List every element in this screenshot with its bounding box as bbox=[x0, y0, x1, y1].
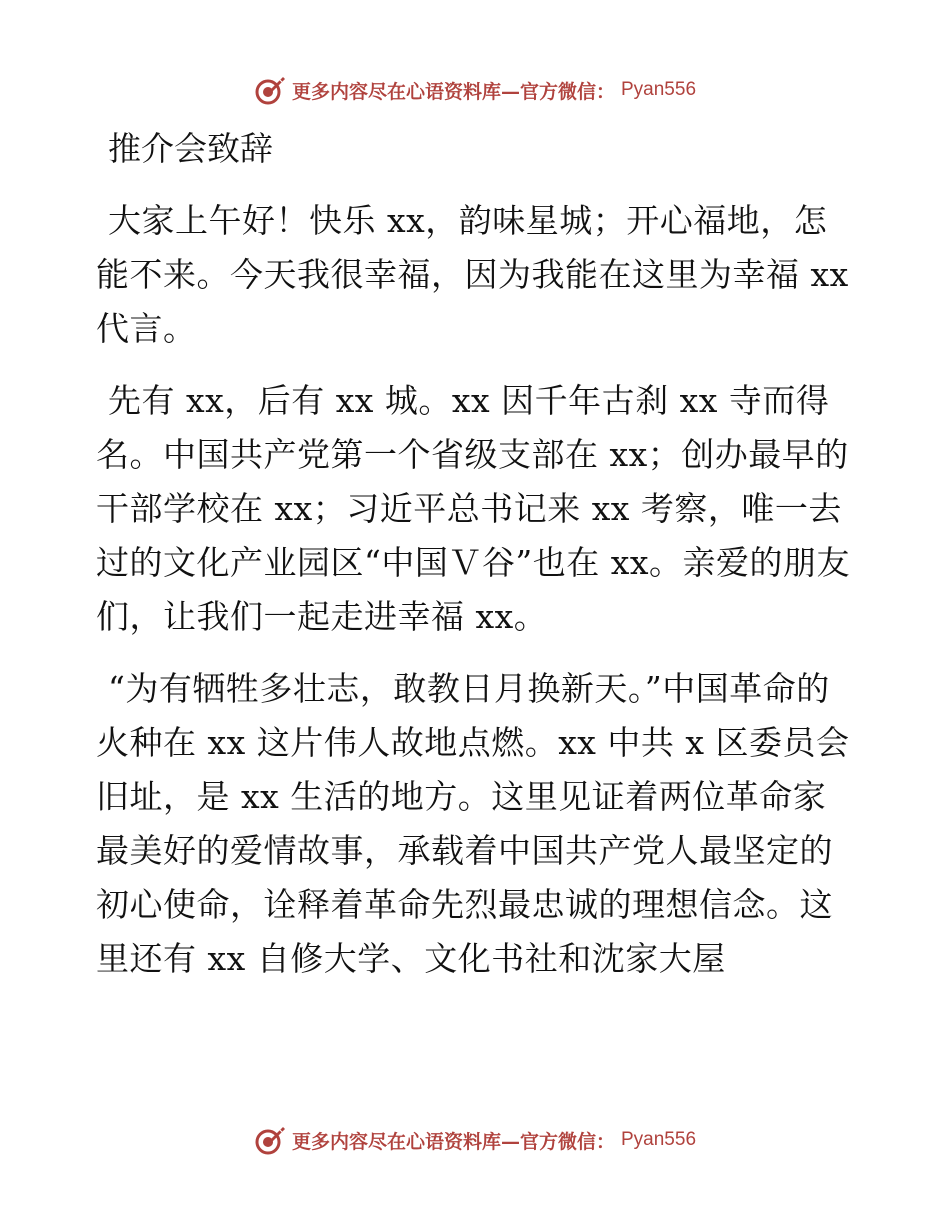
paragraph-2: 先有 xx，后有 xx 城。xx 因千年古刹 xx 寺而得名。中国共产党第一个省级支部在 xx；创办最早的干部学校在 xx；习近平总书记来 xx 考察，唯一去过的文化产业园区“中国Ｖ谷”也在 xx。亲爱的朋友们，让我们一起走进幸福 xx。 bbox=[96, 381, 850, 636]
document-title: 推介会致辞 bbox=[108, 129, 273, 168]
banner-text: 更多内容尽在心语资料库—官方微信： bbox=[291, 80, 615, 103]
header-banner bbox=[0, 70, 950, 110]
footer-banner bbox=[0, 1120, 950, 1160]
banner-text: 更多内容尽在心语资料库—官方微信： bbox=[291, 1130, 615, 1153]
quill-pen-logo-icon bbox=[254, 74, 286, 106]
document-body bbox=[96, 122, 858, 1004]
paragraph-3: “为有牺牲多壮志，敢教日月换新天。”中国革命的火种在 xx 这片伟人故地点燃。xx 中共 x 区委员会旧址，是 xx 生活的地方。这里见证着两位革命家最美好的爱情故事，承载着中国共产党人最坚定的初心使命，诠释着革命先烈最忠诚的理想信念。这里还有 xx 自修大学、文化书社和沈家大屋 bbox=[96, 669, 850, 978]
wechat-account: Pyan556 bbox=[621, 79, 697, 100]
paragraph-1: 大家上午好！快乐 xx，韵味星城；开心福地，怎能不来。今天我很幸福，因为我能在这里为幸福 xx 代言。 bbox=[96, 201, 849, 348]
wechat-account: Pyan556 bbox=[621, 1129, 697, 1150]
quill-pen-logo-icon bbox=[254, 1124, 286, 1156]
